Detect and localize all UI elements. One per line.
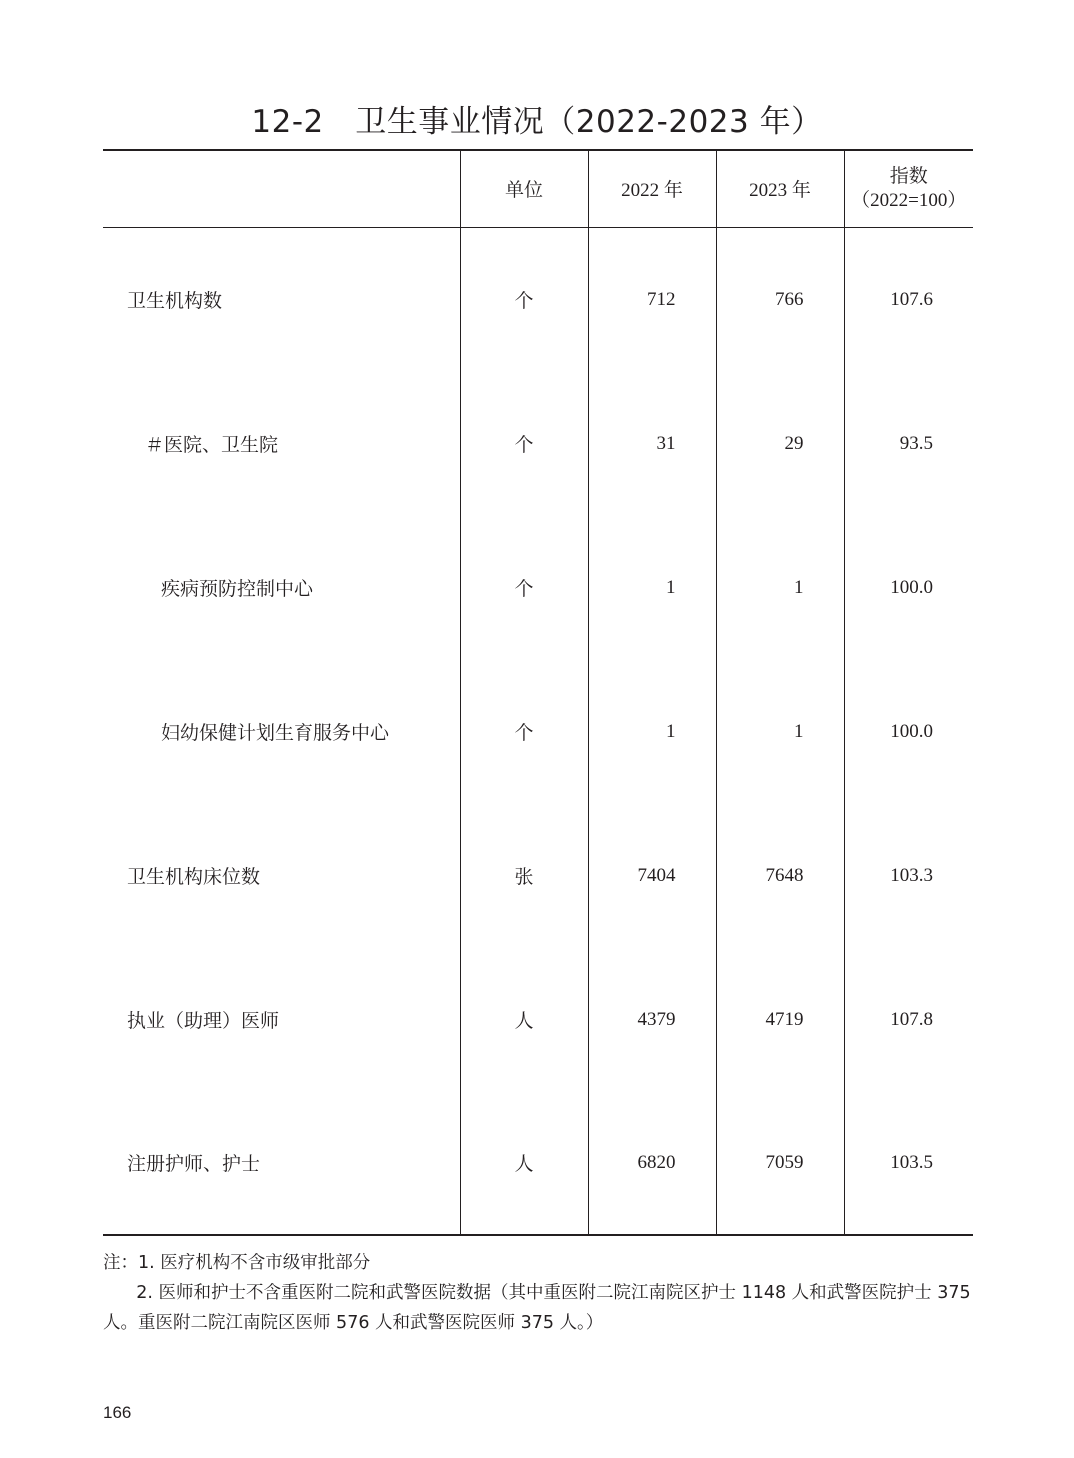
header-index xyxy=(844,150,973,227)
row-label: ＃医院、卫生院 xyxy=(145,435,279,456)
row-value-2023: 4719 xyxy=(716,948,844,1092)
table-row xyxy=(103,948,973,1092)
table-row xyxy=(103,227,973,372)
row-index: 93.5 xyxy=(844,372,973,516)
row-unit: 人 xyxy=(460,1092,588,1235)
footnote-2: 2. 医师和护士不含重医附二院和武警医院数据（其中重医附二院江南院区护士 1148 人和武警医院护士 375 人。重医附二院江南院区医师 576 人和武警医院医师 375 人。） xyxy=(103,1283,971,1333)
row-unit: 个 xyxy=(460,227,588,372)
header-index-line1: 指数 xyxy=(889,165,928,187)
row-value-2022: 6820 xyxy=(588,1092,716,1235)
row-index: 107.6 xyxy=(844,227,973,372)
row-value-2023: 766 xyxy=(716,227,844,372)
row-label: 妇幼保健计划生育服务中心 xyxy=(161,723,390,744)
row-label: 执业（助理）医师 xyxy=(127,1011,280,1032)
row-value-2022: 4379 xyxy=(588,948,716,1092)
table-row xyxy=(103,372,973,516)
header-2023: 2023 年 xyxy=(716,150,844,227)
row-unit: 个 xyxy=(460,660,588,804)
row-value-2022: 1 xyxy=(588,516,716,660)
table-body xyxy=(103,227,973,1235)
table-header-row xyxy=(103,150,973,227)
header-index-line2: （2022=100） xyxy=(851,189,967,211)
row-unit: 张 xyxy=(460,804,588,948)
row-index: 103.3 xyxy=(844,804,973,948)
row-value-2022: 712 xyxy=(588,227,716,372)
row-unit: 个 xyxy=(460,516,588,660)
row-value-2023: 7059 xyxy=(716,1092,844,1235)
row-value-2023: 1 xyxy=(716,660,844,804)
footnote-1: 注：1. 医疗机构不含市级审批部分 xyxy=(103,1253,371,1273)
table-row xyxy=(103,660,973,804)
footnotes xyxy=(103,1248,973,1338)
health-statistics-table xyxy=(103,149,973,1236)
row-label: 卫生机构床位数 xyxy=(127,867,261,888)
row-index: 107.8 xyxy=(844,948,973,1092)
row-label: 疾病预防控制中心 xyxy=(161,579,314,600)
row-index: 100.0 xyxy=(844,660,973,804)
table-row xyxy=(103,1092,973,1235)
row-value-2023: 1 xyxy=(716,516,844,660)
row-unit: 人 xyxy=(460,948,588,1092)
row-value-2022: 7404 xyxy=(588,804,716,948)
row-index: 100.0 xyxy=(844,516,973,660)
table-row xyxy=(103,804,973,948)
header-item xyxy=(103,150,460,227)
header-2022: 2022 年 xyxy=(588,150,716,227)
row-unit: 个 xyxy=(460,372,588,516)
row-value-2022: 1 xyxy=(588,660,716,804)
row-value-2023: 7648 xyxy=(716,804,844,948)
table-row xyxy=(103,516,973,660)
row-label: 卫生机构数 xyxy=(127,291,223,312)
row-label: 注册护师、护士 xyxy=(127,1154,261,1175)
row-value-2023: 29 xyxy=(716,372,844,516)
header-unit: 单位 xyxy=(460,150,588,227)
row-index: 103.5 xyxy=(844,1092,973,1235)
page-title: 12-2 卫生事业情况（2022-2023 年） xyxy=(251,104,823,140)
page-number: 166 xyxy=(103,1403,132,1422)
row-value-2022: 31 xyxy=(588,372,716,516)
